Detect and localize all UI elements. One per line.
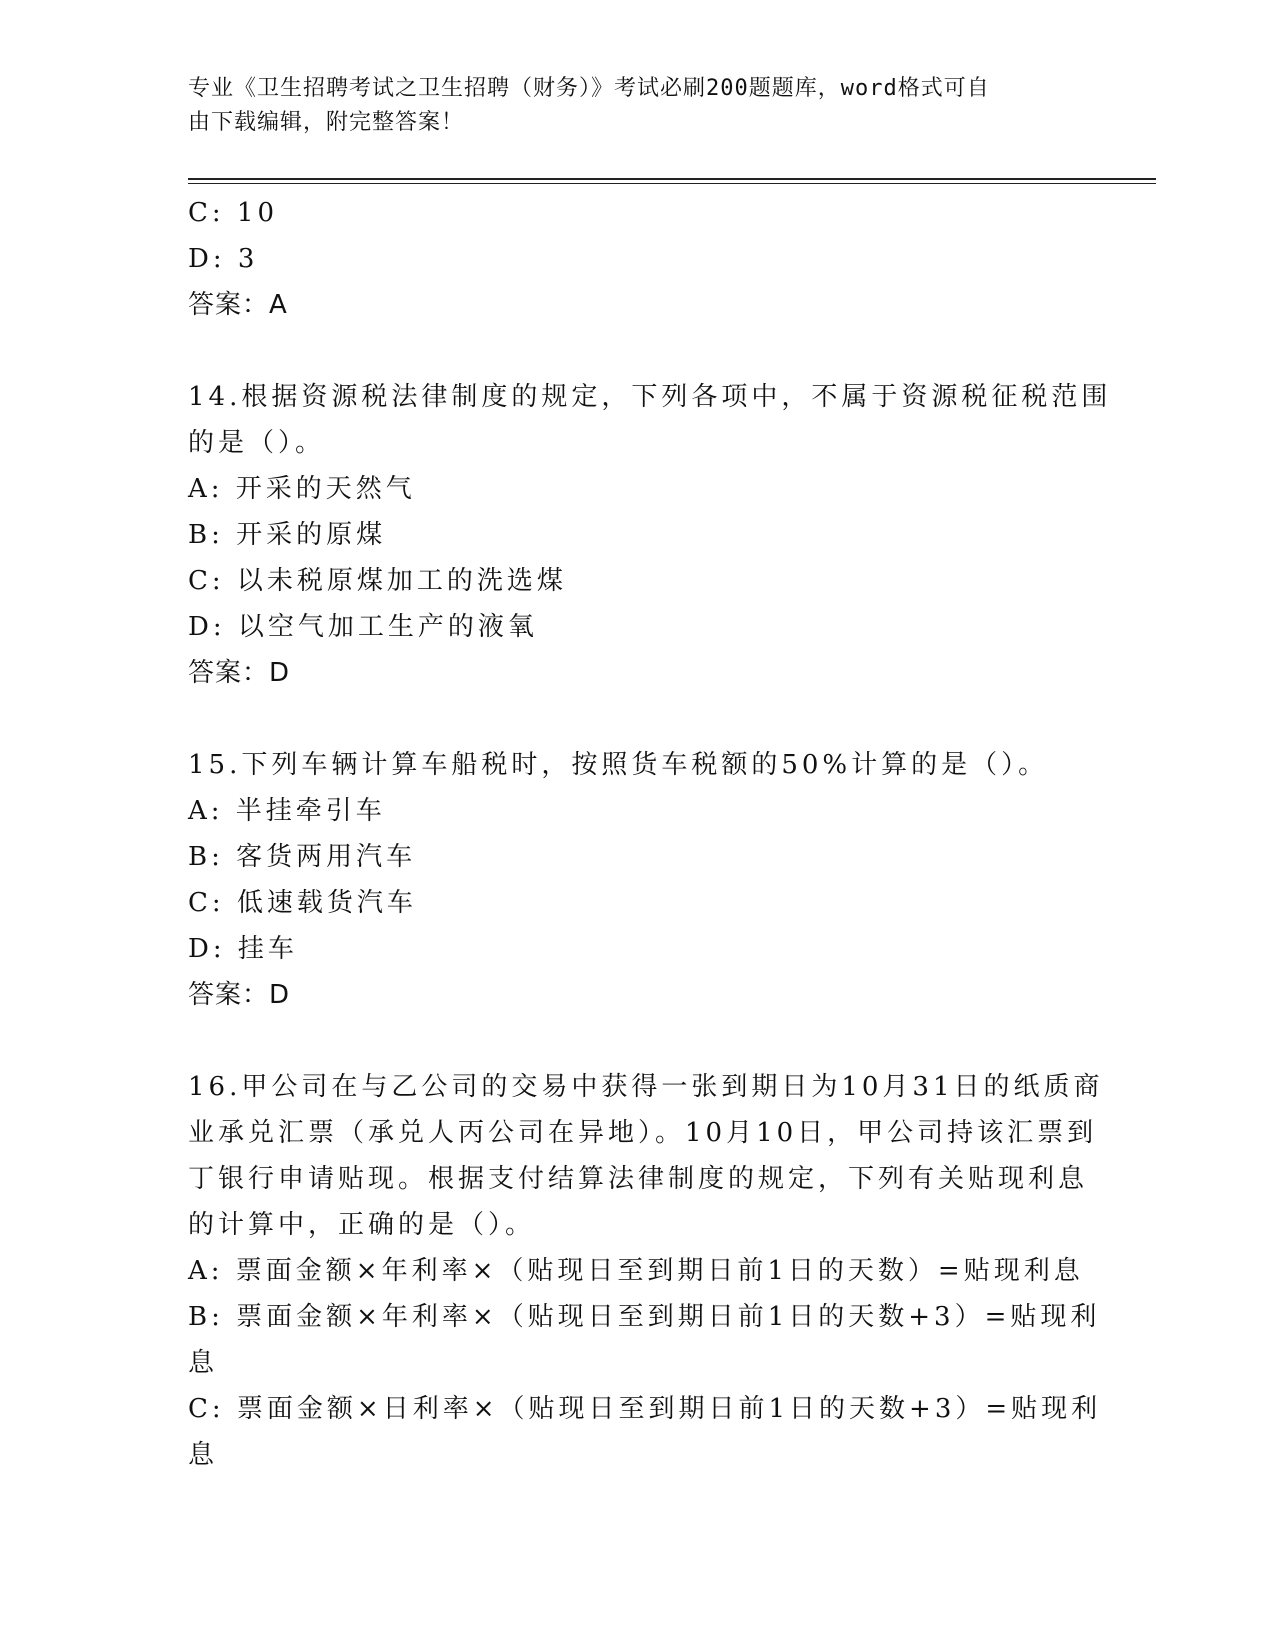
q16-option-b-line-1: B: 票面金额×年利率×（贴现日至到期日前1日的天数+3）=贴现利 <box>188 1302 1101 1332</box>
spacer <box>188 696 1088 742</box>
q16-stem-line-2: 业承兑汇票（承兑人丙公司在异地）。10月10日，甲公司持该汇票到 <box>188 1118 1098 1148</box>
header-line-2: 由下载编辑，附完整答案！ <box>188 110 465 135</box>
q16-stem-line-1: 16.甲公司在与乙公司的交易中获得一张到期日为10月31日的纸质商 <box>188 1072 1104 1102</box>
q16-stem-line-4: 的计算中，正确的是（）。 <box>188 1210 536 1240</box>
prev-option-c: C: 10 <box>188 198 279 228</box>
q16-option-c-line-1: C: 票面金额×日利率×（贴现日至到期日前1日的天数+3）=贴现利 <box>188 1394 1102 1424</box>
q14-stem-line-1: 14.根据资源税法律制度的规定，下列各项中，不属于资源税征税范围 <box>188 382 1112 412</box>
spacer <box>188 328 1088 374</box>
q16-option-b-line-2: 息 <box>188 1348 219 1378</box>
q14-option-c: C: 以未税原煤加工的洗选煤 <box>188 566 567 596</box>
q15-option-a: A: 半挂牵引车 <box>188 796 386 826</box>
document-content <box>188 190 1112 1478</box>
q16-option-a: A: 票面金额×年利率×（贴现日至到期日前1日的天数）=贴现利息 <box>188 1256 1084 1286</box>
q15-option-b: B: 客货两用汽车 <box>188 842 417 872</box>
q14-stem-line-2: 的是（）。 <box>188 428 326 458</box>
prev-answer: 答案：A <box>188 290 288 320</box>
q15-option-c: C: 低速载货汽车 <box>188 888 417 918</box>
header-line-1: 专业《卫生招聘考试之卫生招聘（财务）》考试必刷200题题库，word格式可自 <box>188 76 990 101</box>
q15-answer: 答案：D <box>188 980 291 1010</box>
q14-option-d: D: 以空气加工生产的液氧 <box>188 612 538 642</box>
prev-option-d: D: 3 <box>188 244 259 274</box>
header-divider-thin <box>188 183 1156 184</box>
q15-stem-line-1: 15.下列车辆计算车船税时，按照货车税额的50%计算的是（）。 <box>188 750 1049 780</box>
q14-option-a: A: 开采的天然气 <box>188 474 416 504</box>
q16-option-c-line-2: 息 <box>188 1440 219 1470</box>
q14-option-b: B: 开采的原煤 <box>188 520 387 550</box>
q15-option-d: D: 挂车 <box>188 934 298 964</box>
header-divider-thick <box>188 178 1156 180</box>
spacer <box>188 1018 1088 1064</box>
document-header <box>188 72 1068 140</box>
q16-stem-line-3: 丁银行申请贴现。根据支付结算法律制度的规定，下列有关贴现利息 <box>188 1164 1089 1194</box>
q14-answer: 答案：D <box>188 658 291 688</box>
